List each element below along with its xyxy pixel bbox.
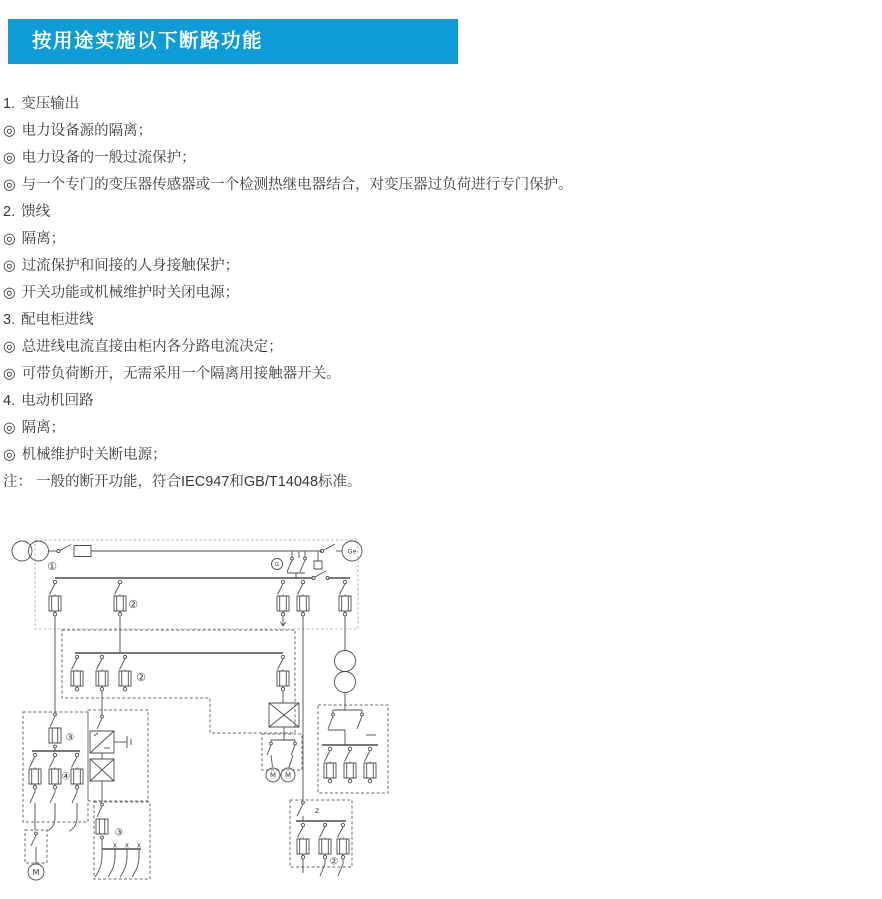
bullet-line: ◎ 开关功能或机械维护时关闭电源； bbox=[3, 285, 240, 301]
page-title: 按用途实施以下断路功能 bbox=[32, 30, 264, 52]
feeder-breaker-icon bbox=[119, 655, 131, 691]
feeder-breaker-icon bbox=[29, 753, 41, 789]
motor-a-label: M bbox=[269, 771, 277, 780]
x-mark-2: x bbox=[124, 841, 130, 850]
section-4-title: 4. 电动机回路 bbox=[3, 393, 94, 409]
feeder-breaker-icon bbox=[71, 655, 83, 691]
feeder-breaker-icon bbox=[319, 823, 331, 859]
bullet-icon: ◎ bbox=[3, 258, 16, 274]
bullet-line: ◎ 隔离； bbox=[3, 420, 66, 436]
left-motor-feeder bbox=[25, 830, 47, 864]
bullet-icon: ◎ bbox=[3, 285, 16, 301]
feeder-breaker-icon bbox=[339, 580, 351, 616]
feeder-breaker-icon bbox=[297, 580, 309, 616]
callout-4-left: ④ bbox=[61, 771, 71, 783]
callout-3-mid: ③ bbox=[114, 827, 124, 839]
feeder-breaker-icon bbox=[96, 655, 108, 691]
bullet-line: ◎ 可带负荷断开，无需采用一个隔离用接触器开关。 bbox=[3, 366, 341, 382]
feeder-stub-arrow bbox=[281, 616, 286, 627]
section-3-title: 3. 配电柜进线 bbox=[3, 312, 94, 328]
x-mark-1: x bbox=[112, 841, 118, 850]
bullet-line: ◎ 与一个专门的变压器传感器或一个检测热继电器结合，对变压器过负荷进行专门保护。 bbox=[3, 177, 573, 193]
motor-b-label: M bbox=[284, 771, 292, 780]
bullet-icon: ◎ bbox=[3, 177, 16, 193]
x-mark-3: x bbox=[136, 841, 142, 850]
bullet-line: ◎ 隔离； bbox=[3, 231, 66, 247]
feeder-breaker-icon bbox=[277, 580, 289, 616]
callout-1: ① bbox=[47, 559, 57, 573]
section-2-title: 2. 馈线 bbox=[3, 204, 51, 220]
bottom-middle-board bbox=[94, 802, 150, 879]
bullet-icon: ◎ bbox=[3, 447, 16, 463]
incoming-transformer-icon bbox=[12, 541, 49, 561]
bullet-icon: ◎ bbox=[3, 366, 16, 382]
callout-2-bottom: ② bbox=[329, 856, 339, 868]
feeder-breaker-icon bbox=[49, 753, 61, 789]
main-switchboard-boundary bbox=[35, 540, 358, 629]
bullet-icon: ◎ bbox=[3, 150, 16, 166]
bullet-icon: ◎ bbox=[3, 123, 16, 139]
feeder-breaker-icon bbox=[297, 823, 309, 859]
bullet-icon: ◎ bbox=[3, 231, 16, 247]
motor-starter-box bbox=[262, 734, 302, 770]
gen-aux-label: G bbox=[274, 561, 280, 568]
generator-incomer bbox=[314, 544, 342, 569]
callout-3-left: ③ bbox=[65, 732, 75, 744]
feeder-breaker-icon bbox=[337, 823, 349, 859]
section-1-title: 1. 变压输出 bbox=[3, 96, 80, 112]
feeder-breaker-icon bbox=[71, 753, 83, 789]
feeder-breaker-icon bbox=[364, 747, 376, 783]
section-header-banner bbox=[8, 19, 458, 64]
feeder-breaker-icon bbox=[114, 580, 126, 616]
feeder-breaker-icon bbox=[277, 655, 289, 691]
bullet-line: ◎ 过流保护和间接的人身接触保护； bbox=[3, 258, 240, 274]
changeover-switch bbox=[287, 551, 306, 578]
bullet-icon: ◎ bbox=[3, 339, 16, 355]
bullet-line: ◎ 电力设备的一般过流保护； bbox=[3, 150, 196, 166]
left-mcc-box bbox=[23, 712, 88, 822]
one-line-schematic bbox=[0, 533, 400, 899]
subpanel-boundary bbox=[62, 630, 295, 733]
circuit-diagram bbox=[0, 533, 400, 899]
bullet-line: ◎ 总进线电流直接由柜内各分路电流决定； bbox=[3, 339, 283, 355]
note-line: 注： 一般的断开功能，符合IEC947和GB/T14048标准。 bbox=[3, 474, 362, 490]
z-label: z bbox=[314, 805, 320, 815]
main-busbar bbox=[55, 571, 350, 580]
motor-left-label: M bbox=[32, 867, 40, 877]
bullet-icon: ◎ bbox=[3, 420, 16, 436]
diagram-labels bbox=[28, 541, 362, 880]
feeder-breaker-icon bbox=[324, 747, 336, 783]
function-list bbox=[3, 91, 873, 496]
left-mcc-contactors bbox=[30, 789, 77, 831]
feeder-breaker-icon bbox=[49, 580, 61, 616]
callout-2-feeder: ② bbox=[136, 670, 146, 684]
ups-column bbox=[88, 710, 148, 802]
bullet-line: ◎ 电力设备源的隔离； bbox=[3, 123, 153, 139]
callout-2-main: ② bbox=[128, 597, 138, 611]
bullet-line: ◎ 机械维护时关断电源； bbox=[3, 447, 167, 463]
feeder-breaker-icon bbox=[344, 747, 356, 783]
generator-label: Ge bbox=[347, 547, 357, 556]
main-incomer bbox=[49, 545, 323, 557]
step-down-transformer-icon bbox=[335, 651, 356, 706]
